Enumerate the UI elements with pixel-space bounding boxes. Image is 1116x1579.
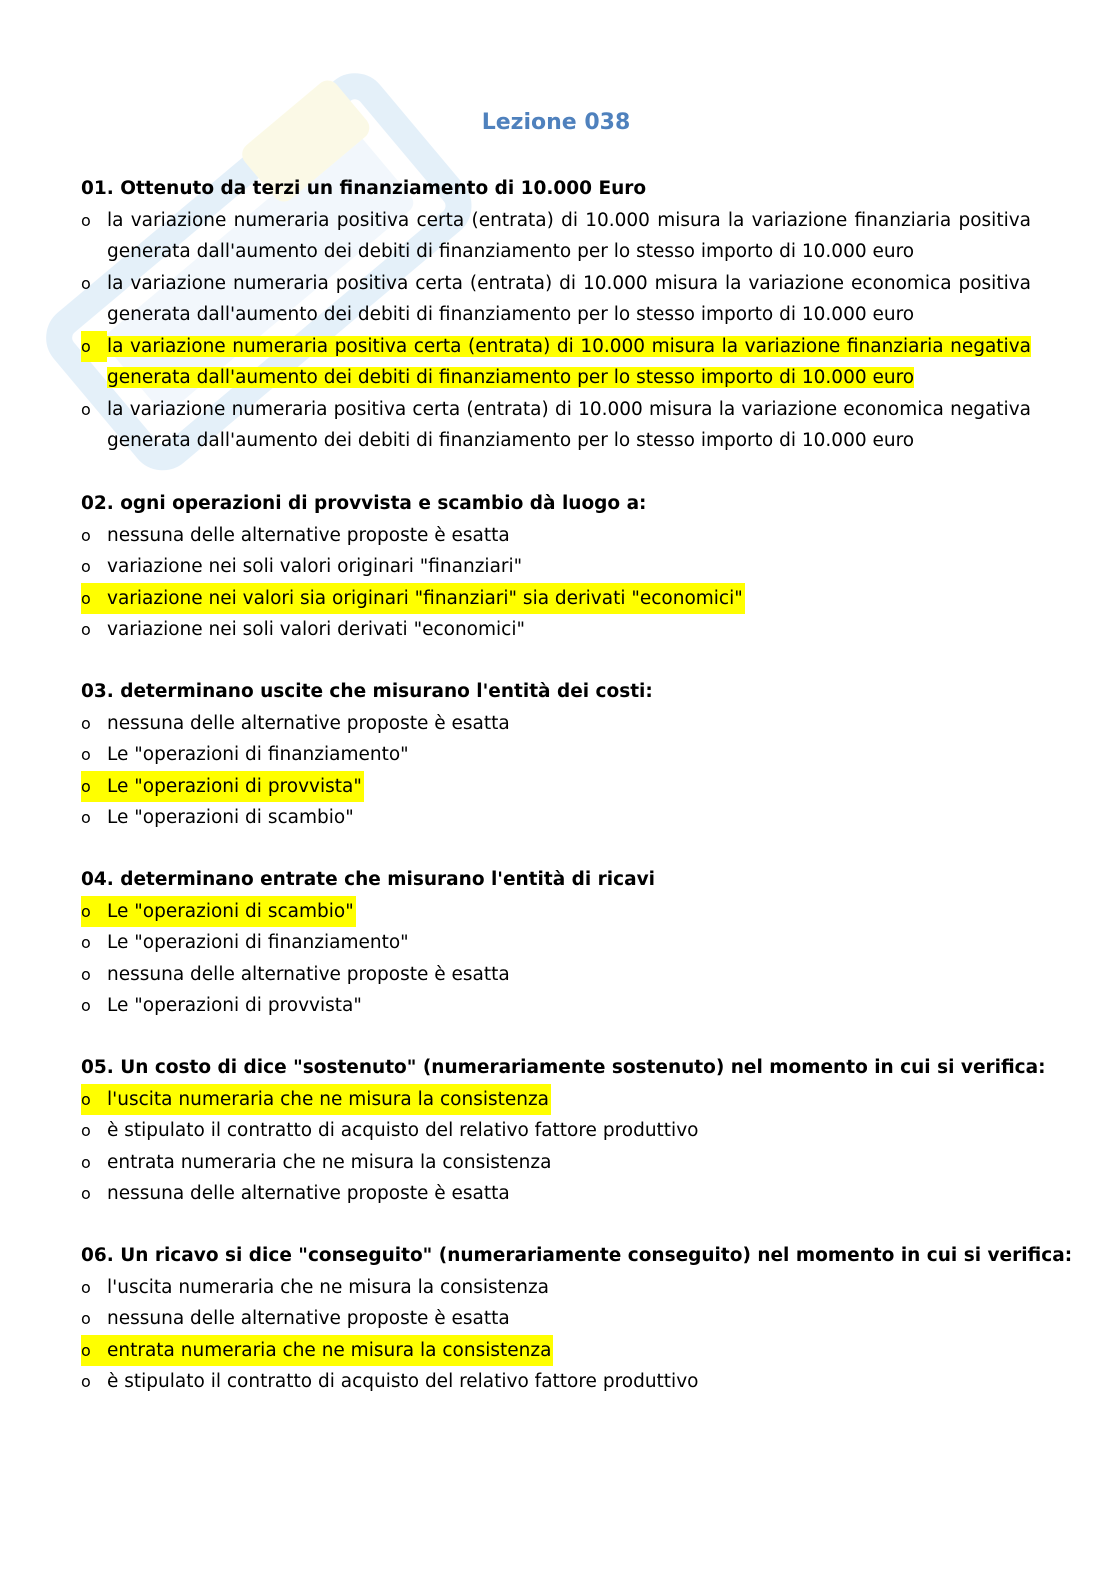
bullet-icon: o [81, 399, 91, 419]
answer-text-highlighted: l'uscita numeraria che ne misura la consistenza [107, 1088, 550, 1110]
answer-text: entrata numeraria che ne misura la consistenza [107, 1151, 552, 1173]
bullet-icon: o [81, 525, 91, 545]
answer-option [81, 1115, 1031, 1147]
answer-option [81, 520, 1031, 552]
bullet-icon: o [81, 331, 107, 363]
answer-text-highlighted: Le "operazioni di provvista" [107, 775, 362, 797]
bullet-icon: o [81, 1309, 91, 1328]
question-title: 03. determinano uscite che misurano l'entità dei costi: [81, 681, 653, 702]
bullet-icon: o [81, 1277, 91, 1297]
answer-option [81, 551, 1031, 583]
question-title: 02. ogni operazioni di provvista e scambio dà luogo a: [81, 493, 647, 514]
bullet-icon: o [81, 933, 91, 952]
bullet-icon: o [81, 771, 107, 803]
bullet-icon: o [81, 896, 107, 928]
answer-text: Le "operazioni di finanziamento" [107, 744, 409, 765]
answer-option [81, 927, 1031, 959]
bullet-icon: o [81, 1184, 91, 1203]
answer-text: nessuna delle alternative proposte è esatta [107, 712, 510, 734]
answer-text: Le "operazioni di provvista" [107, 995, 362, 1016]
answer-text: Le "operazioni di finanziamento" [107, 932, 409, 953]
answer-text: l'uscita numeraria che ne misura la consistenza [107, 1276, 550, 1298]
answer-text: nessuna delle alternative proposte è esatta [107, 963, 510, 985]
answer-option [81, 1303, 1031, 1335]
answer-option [81, 708, 1031, 740]
bullet-icon: o [81, 210, 91, 230]
answer-option-correct [81, 1084, 551, 1116]
bullet-icon: o [81, 1152, 91, 1172]
answer-option [81, 802, 1031, 834]
answer-text: variazione nei soli valori derivati "economici" [107, 619, 525, 640]
answer-text-highlighted: la variazione numeraria positiva certa (entrata) di 10.000 misura la variazione finanziaria negativa generata dall'aumento dei debiti di finanziamento per lo stesso importo di 10.000 euro [107, 335, 1031, 388]
question-title: 05. Un costo di dice "sostenuto" (numerariamente sostenuto) nel momento in cui si verifica: [81, 1057, 1046, 1078]
question-2 [81, 488, 1031, 646]
answer-option-correct [81, 1335, 553, 1367]
answer-option [81, 739, 1031, 771]
answer-option [81, 990, 1031, 1022]
bullet-icon: o [81, 808, 91, 827]
bullet-icon: o [81, 583, 107, 615]
bullet-icon: o [81, 745, 91, 764]
question-4 [81, 864, 1031, 1022]
answer-option-correct [81, 771, 364, 803]
bullet-icon: o [81, 620, 91, 639]
question-5 [81, 1052, 1046, 1210]
answer-text-highlighted: variazione nei valori sia originari "finanziari" sia derivati "economici" [107, 587, 743, 609]
answer-option-correct [81, 583, 745, 615]
bullet-icon: o [81, 1121, 91, 1140]
answer-text: nessuna delle alternative proposte è esatta [107, 1308, 510, 1329]
answer-text: la variazione numeraria positiva certa (entrata) di 10.000 misura la variazione finanziaria positiva generata dall'aumento dei debiti di finanziamento per lo stesso importo di 10.000 euro [107, 209, 1031, 262]
bullet-icon: o [81, 964, 91, 984]
answer-text: Le "operazioni di scambio" [107, 807, 354, 828]
answer-text: la variazione numeraria positiva certa (entrata) di 10.000 misura la variazione economica positiva generata dall'aumento dei debiti di finanziamento per lo stesso importo di 10.000 euro [107, 272, 1031, 325]
answer-option [81, 394, 1031, 457]
answer-text: è stipulato il contratto di acquisto del relativo fattore produttivo [107, 1120, 699, 1141]
answer-text-highlighted: entrata numeraria che ne misura la consistenza [107, 1339, 552, 1361]
answer-text: la variazione numeraria positiva certa (entrata) di 10.000 misura la variazione economica negativa generata dall'aumento dei debiti di finanziamento per lo stesso importo di 10.000 euro [107, 398, 1031, 451]
answer-text: nessuna delle alternative proposte è esatta [107, 1183, 510, 1204]
page-title: Lezione 038 [481, 110, 631, 135]
answer-option-correct [81, 896, 356, 928]
bullet-icon: o [81, 1372, 91, 1391]
bullet-icon: o [81, 713, 91, 733]
answer-option [81, 614, 1031, 646]
answer-option [81, 1366, 1031, 1398]
question-title: 06. Un ricavo si dice "conseguito" (numerariamente conseguito) nel momento in cui si verifica: [81, 1245, 1073, 1266]
answer-option [81, 1147, 1031, 1179]
question-title: 01. Ottenuto da terzi un finanziamento di 10.000 Euro [81, 178, 647, 199]
question-1 [81, 173, 1031, 457]
bullet-icon: o [81, 1084, 107, 1116]
answer-text: variazione nei soli valori originari "finanziari" [107, 556, 523, 577]
answer-option [81, 268, 1031, 331]
bullet-icon: o [81, 1335, 107, 1367]
answer-option [81, 1272, 1031, 1304]
answer-option [81, 205, 1031, 268]
answer-text: è stipulato il contratto di acquisto del relativo fattore produttivo [107, 1371, 699, 1392]
question-title: 04. determinano entrate che misurano l'entità di ricavi [81, 869, 655, 890]
answer-text-highlighted: Le "operazioni di scambio" [107, 900, 354, 922]
answer-option [81, 1178, 1031, 1210]
answer-text: nessuna delle alternative proposte è esatta [107, 524, 510, 546]
bullet-icon: o [81, 273, 91, 293]
bullet-icon: o [81, 557, 91, 576]
question-6 [81, 1240, 1073, 1398]
answer-option-correct [81, 331, 1031, 394]
question-3 [81, 676, 1031, 834]
bullet-icon: o [81, 996, 91, 1015]
answer-option [81, 959, 1031, 991]
